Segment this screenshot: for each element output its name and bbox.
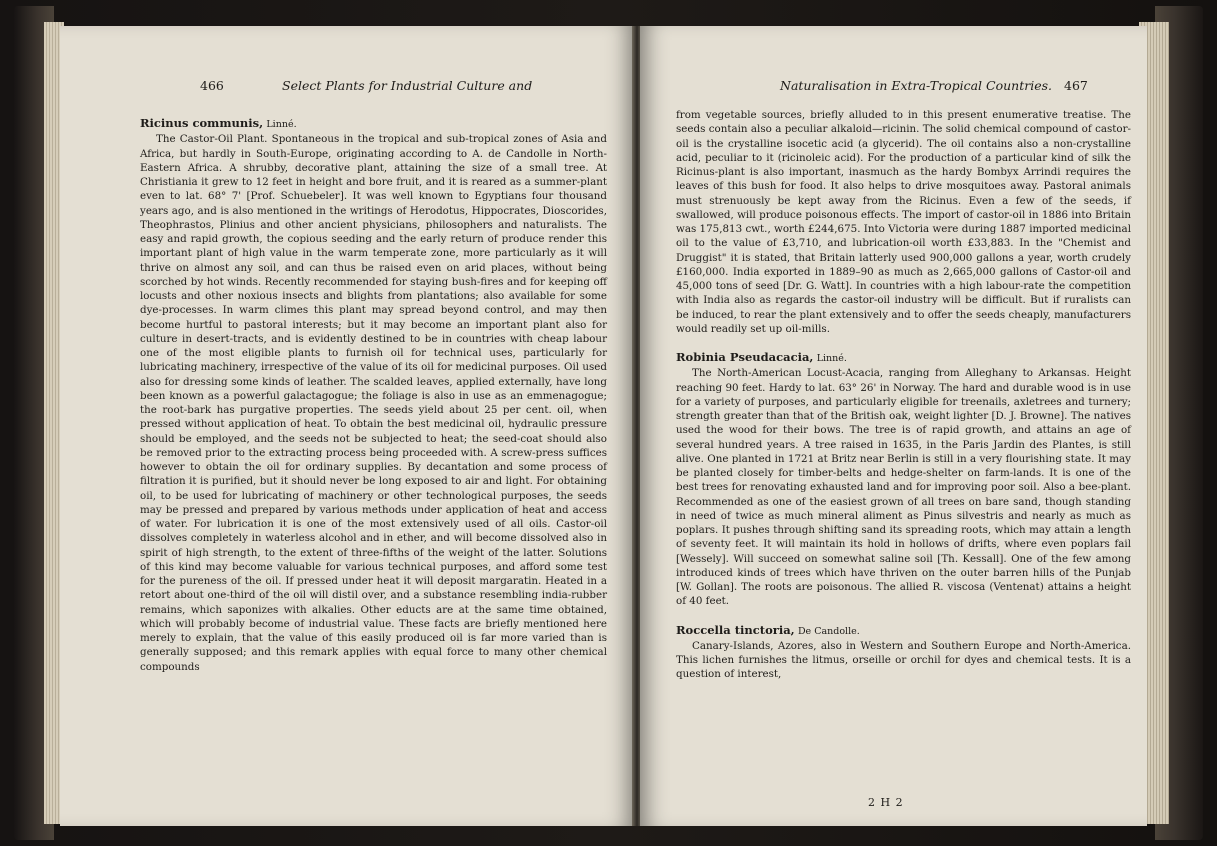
left-running-title: Select Plants for Industrial Culture and: [282, 78, 533, 93]
species-author: De Candolle.: [797, 625, 860, 637]
left-page-number: 466: [200, 78, 224, 93]
species-author: Linné.: [266, 119, 297, 130]
species-name: Ricinus communis,: [140, 116, 264, 130]
species-author: Linné.: [816, 353, 847, 364]
left-body: [140, 116, 607, 674]
signature-mark: 2 H 2: [868, 796, 904, 809]
entry-heading: [140, 116, 607, 132]
right-page: [640, 26, 1147, 826]
species-name: Roccella tinctoria,: [676, 622, 795, 637]
continuation-paragraph: from vegetable sources, briefly alluded to in this present enumerative treatise. The seeds contain also a peculiar alkaloid—ricinin. The solid chemical compound of castor-oil is the crystalline isocetic acid (a glycerid). The oil contains also a non-crystalline acid, peculiar to it (ricinoleic acid). For the production of a particular kind of silk the Ricinus-plant is also important, inasmuch as the hardy Bombyx Arrindi requires the leaves of this bush for food. It also helps to drive mosquitoes away. Pastoral animals must strenuously be kept away from the Ricinus. Even a few of the seeds, if swallowed, will produce poisonous effects. The import of castor-oil in 1886 into Britain was 175,813 cwt., worth £244,675. Into Victoria were during 1887 imported medicinal oil to the value of £3,710, and lubrication-oil worth £33,883. In the "Chemist and Druggist" it is stated, that Britain latterly used 900,000 gallons a year, worth crudely £160,000. India exported in 1889–90 as much as 2,665,000 gallons of Castor-oil and 45,000 tons of seed [Dr. G. Watt]. In countries with a high labour-rate the competition with India also as regards the castor-oil industry will be difficult. But if ruralists can be induced, to rear the plant extensively and to offer the seeds cheaply, manufacturers would readily set up oil-mills.: [676, 109, 1131, 335]
species-name: Robinia Pseudacacia,: [676, 350, 814, 364]
entry-heading: [676, 350, 1131, 366]
entry-paragraph: The North-American Locust-Acacia, ranging from Alleghany to Arkansas. Height reaching 90 feet. Hardy to lat. 63° 26' in Norway. The hard and durable wood is in use for a variety of purposes, and particularly eligible for treenails, axletrees and turnery; strength greater than that of the British oak, weight lighter [D. J. Browne]. The natives used the wood for their bows. The tree is of rapid growth, and attains an age of several hundred years. A tree raised in 1635, in the Paris Jardin des Plantes, is still alive. One planted in 1721 at Britz near Berlin is still in a very flourishing state. It may be planted closely for timber-belts and hedge-shelter on farm-lands. It is one of the best trees for renovating exhausted land and for improving poor soil. Also a bee-plant. Recommended as one of the easiest grown of all trees on bare sand, though standing in need of twice as much mineral aliment as Pinus silvestris and nearly as much as poplars. It pushes through shifting sand its spreading roots, which may attain a length of seventy feet. It will maintain its hold in hollows of drifts, where even poplars fail [Wessely]. Will succeed on somewhat saline soil [Th. Kessall]. One of the few among introduced kinds of trees which have thriven on the outer barren hills of the Punjab [W. Gollan]. The roots are poisonous. The allied R. viscosa (Ventenat) attains a height of 40 feet.: [676, 367, 1131, 608]
entry-paragraph: Canary-Islands, Azores, also in Western and Southern Europe and North-America. This lichen furnishes the litmus, orseille or orchil for dyes and chemical tests. It is a question of interest,: [676, 639, 1131, 681]
entry-heading: [676, 623, 1131, 639]
left-page: [60, 26, 634, 826]
right-body: [676, 108, 1131, 682]
entry-paragraph: The Castor-Oil Plant. Spontaneous in the tropical and sub-tropical zones of Asia and Africa, but hardly in South-Europe, originating according to A. de Candolle in North-Eastern Africa. A shrubby, decorative plant, attaining the size of a small tree. At Christiania it grew to 12 feet in height and bore fruit, and it is reared as a summer-plant even to lat. 68° 7' [Prof. Schuebeler]. It was well known to Egyptians four thousand years ago, and is also mentioned in the writings of Herodotus, Hippocrates, Dioscorides, Theophrastos, Plinius and other ancient physicians, philosophers and naturalists. The easy and rapid growth, the copious seeding and the early return of produce render this important plant of high value in the warm temperate zone, more particularly as it will thrive on almost any soil, and can thus be raised even on arid places, without being scorched by hot winds. Recently recommended for staying bush-fires and for keeping off locusts and other noxious insects and blights from plantations; also available for some dye-processes. In warm climes this plant may spread beyond control, and may then become hurtful to pastoral interests; but it may become an important plant also for culture in desert-tracts, and is evidently destined to be in countries with cheap labour one of the most eligible plants to furnish oil for technical uses, particularly for lubricating machinery, irrespective of the value of its oil for medicinal purposes. Oil used also for dressing some kinds of leather. The scalded leaves, applied externally, have long been known as a powerful galactagogue; the foliage is also in use as an emmenagogue; the root-bark has purgative properties. The seeds yield about 25 per cent. oil, when pressed without application of heat. To obtain the best medicinal oil, hydraulic pressure should be employed, and the seeds not be subjected to heat; the seed-coat should also be removed prior to the extracting process being proceeded with. A screw-press suffices however to obtain the oil for ordinary supplies. By decantation and some process of filtration it is purified, but it should never be long exposed to air and light. For obtaining oil, to be used for lubricating of machinery or other technological purposes, the seeds may be pressed and prepared by various methods under application of heat and access of water. For lubrication it is one of the most extensively used of all oils. Castor-oil dissolves completely in waterless alcohol and in ether, and will become dissolved also in spirit of high strength, to the extent of three-fifths of the weight of the latter. Solutions of this kind may become valuable for various technical purposes, and afford some test for the pureness of the oil. If pressed under heat it will deposit margaratin. Heated in a retort about one-third of the oil will distil over, and a substance resembling india-rubber remains, which saponizes with alkalies. Other educts are at the same time obtained, which will probably become of industrial value. These facts are briefly mentioned here merely to explain, that the value of this easily produced oil is far more varied than is generally supposed; and this remark applies with equal force to many other chemical compounds: [140, 133, 607, 673]
right-page-number: 467: [1064, 78, 1088, 93]
right-running-title: Naturalisation in Extra-Tropical Countries.: [780, 78, 1052, 93]
